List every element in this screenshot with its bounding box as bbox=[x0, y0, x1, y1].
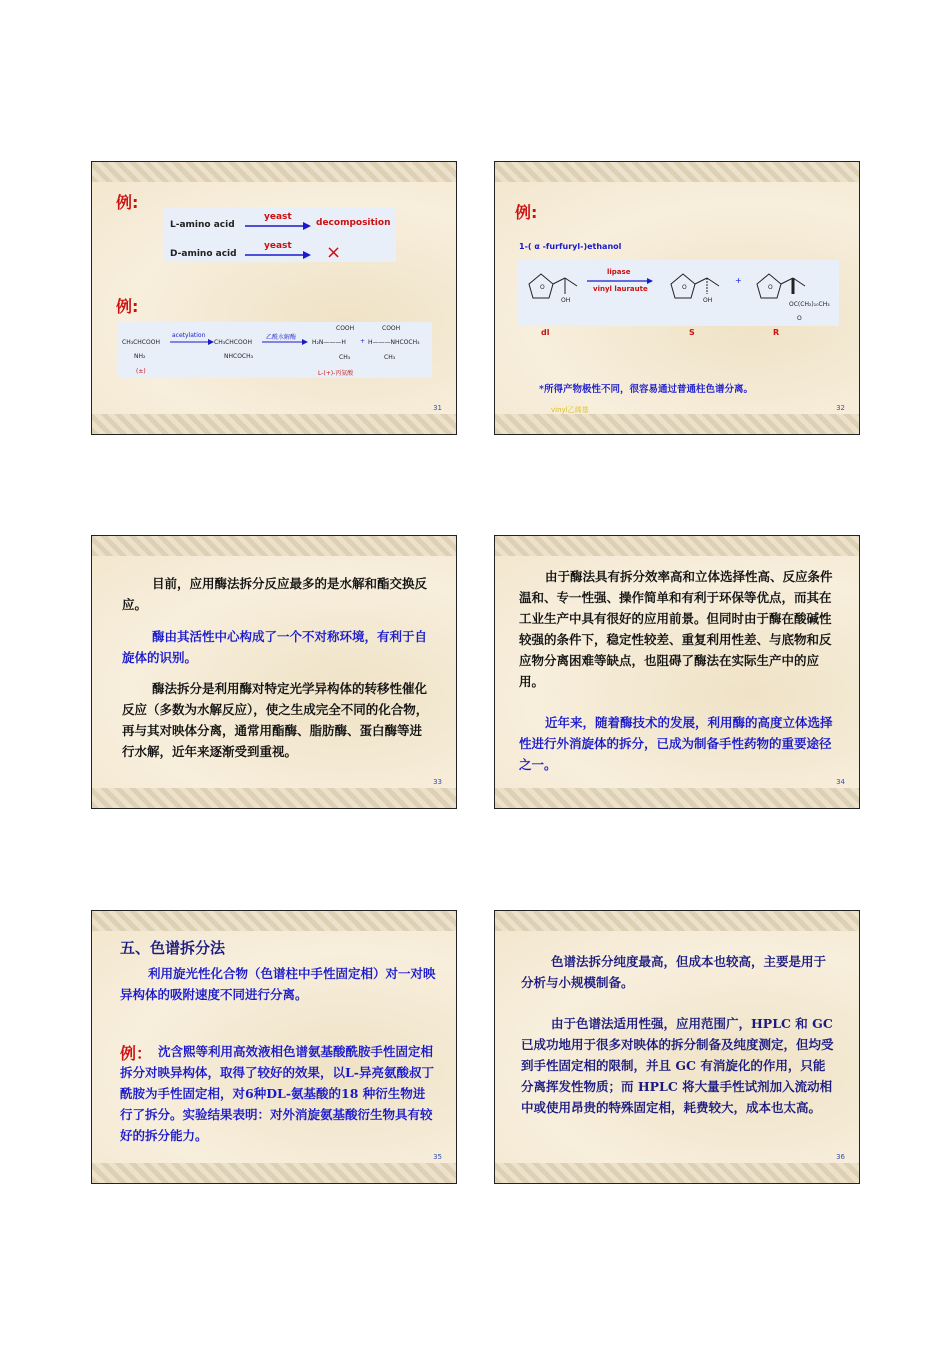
arrow-acetylation bbox=[170, 338, 214, 346]
furan-ring-icon-1 bbox=[523, 266, 583, 310]
arrow-1 bbox=[245, 221, 311, 231]
acetyl-alanine-formula: CH₃CHCOOH bbox=[214, 339, 252, 346]
slide-31 bbox=[91, 161, 457, 435]
product2-bottom: CH₃ bbox=[384, 354, 396, 361]
page-number: 31 bbox=[433, 404, 442, 412]
product-name-label: L-(+)-丙氨酸 bbox=[318, 370, 354, 377]
alanine-amine: NH₂ bbox=[134, 353, 146, 360]
slide-border-top bbox=[495, 536, 859, 556]
yeast-label-2: yeast bbox=[264, 241, 292, 251]
page-number: 34 bbox=[836, 778, 845, 786]
product2-main: H———NHCOCH₃ bbox=[368, 339, 420, 346]
paragraph-1: 利用旋光性化合物（色谱柱中手性固定相）对一对映异构体的吸附速度不同进行分离。 bbox=[120, 966, 436, 1002]
hydroxyl-label-1: OH bbox=[561, 297, 571, 304]
slide-border-top bbox=[495, 911, 859, 931]
slide-border-bottom bbox=[495, 1163, 859, 1183]
slide-border-bottom bbox=[495, 414, 859, 434]
page-number: 32 bbox=[836, 404, 845, 412]
paragraph-1: 目前，应用酶法拆分反应最多的是水解和酯交换反应。 bbox=[122, 576, 428, 612]
yeast-label-1: yeast bbox=[264, 212, 292, 222]
alanine-formula: CH₃CHCOOH bbox=[122, 339, 160, 346]
paragraph-2: 酶由其活性中心构成了一个不对称环境，有利于自旋体的识别。 bbox=[122, 629, 428, 665]
slide-border-top bbox=[495, 162, 859, 182]
paragraph-2: 由于色谱法适用性强，应用范围广，HPLC 和 GC 已成功地用于很多对映体的拆分制备及纯度测定，但均受到手性固定相的限制，并且 GC 有消旋化的作用，只能分离挥发性物质；而 HPLC 将大量手性试剂加入流动相中或使用昂贵的特殊固定相，耗费较大，成本也太高。 bbox=[521, 1016, 834, 1115]
furan-ring-icon-2 bbox=[665, 266, 725, 310]
slide-border-bottom bbox=[92, 788, 456, 808]
arrow-lipase bbox=[587, 277, 653, 285]
slide-34 bbox=[494, 535, 860, 809]
paragraph-1: 由于酶法具有拆分效率高和立体选择性高、反应条件温和、专一性强、操作简单和有利于环保等优点，而其在工业生产中具有很好的应用前景。但同时由于酶在酸碱性较强的条件下，稳定性较差、重复利用性差、与底物和反应物分离困难等缺点，也阻碍了酶法在实际生产中的应用。 bbox=[519, 569, 833, 689]
example-label: 例： bbox=[120, 1044, 153, 1063]
separation-note: *所得产物极性不同，很容易通过普通柱色谱分离。 bbox=[539, 384, 753, 395]
product2-top: COOH bbox=[382, 325, 401, 332]
product1-top: COOH bbox=[336, 325, 355, 332]
slide-border-top bbox=[92, 536, 456, 556]
d-amino-label: D-amino acid bbox=[170, 249, 237, 259]
paragraph-2: 沈含熙等利用高效液相色谱氨基酸酰胺手性固定相拆分对映异构体，取得了较好的效果，以L-异亮氨酸叔丁酰胺为手性固定相，对6种DL-氨基酸的18 种衍生物进行了拆分。实验结果表明：对外消旋氨基酸衍生物具有较好的拆分能力。 bbox=[120, 1044, 434, 1143]
page-number: 33 bbox=[433, 778, 442, 786]
furan-oxygen-3: O bbox=[768, 284, 773, 291]
plus-sign: + bbox=[735, 276, 742, 285]
paragraph-1: 色谱法拆分纯度最高，但成本也较高，主要是用于分析与小规模制备。 bbox=[521, 954, 827, 990]
furan-oxygen-1: O bbox=[540, 284, 545, 291]
example-label: 例: bbox=[116, 193, 139, 212]
slide-32 bbox=[494, 161, 860, 435]
racemic-label: (±) bbox=[136, 368, 146, 375]
product1-bottom: CH₃ bbox=[339, 354, 351, 361]
paragraph-3: 酶法拆分是利用酶对特定光学异构体的转移性催化反应（多数为水解反应），使之生成完全不同的化合物，再与其对映体分离，通常用酯酶、脂肪酶、蛋白酶等进行水解，近年来逐渐受到重视。 bbox=[122, 681, 429, 759]
acetylation-label: acetylation bbox=[172, 332, 206, 339]
section-heading: 五、色谱拆分法 bbox=[120, 939, 226, 957]
dl-label: dl bbox=[541, 328, 550, 337]
slide-35 bbox=[91, 910, 457, 1184]
slide-36 bbox=[494, 910, 860, 1184]
acetyl-alanine-sub: NHCOCH₃ bbox=[224, 353, 254, 360]
slide-border-top bbox=[92, 911, 456, 931]
r-label: R bbox=[773, 328, 780, 337]
slide-33 bbox=[91, 535, 457, 809]
slide-border-bottom bbox=[495, 788, 859, 808]
hydroxyl-label-2: OH bbox=[703, 297, 713, 304]
plus-sign: + bbox=[360, 338, 366, 345]
l-amino-label: L-amino acid bbox=[170, 220, 235, 230]
decomposition-label: decomposition bbox=[316, 218, 391, 228]
slide-border-bottom bbox=[92, 1163, 456, 1183]
cross-mark-icon: × bbox=[326, 242, 342, 263]
arrow-2 bbox=[245, 250, 311, 260]
page-number: 35 bbox=[433, 1153, 442, 1161]
vinyl-laurate-label: vinyl lauraute bbox=[593, 285, 648, 293]
slide-border-bottom bbox=[92, 414, 456, 434]
enzyme-label: 乙酰水解酶 bbox=[266, 334, 297, 341]
compound-name: 1-( α -furfuryl-)ethanol bbox=[519, 242, 622, 251]
arrow-hydrolysis bbox=[262, 338, 308, 346]
lipase-label: lipase bbox=[607, 268, 631, 276]
product1-main: H₂N———H bbox=[312, 339, 346, 346]
paragraph-2: 近年来，随着酶技术的发展，利用酶的高度立体选择性进行外消旋体的拆分，已成为制备手性药物的重要途径之一。 bbox=[519, 715, 833, 772]
vinyl-note: vinyl乙烯基 bbox=[551, 406, 589, 414]
example-label: 例: bbox=[515, 203, 538, 222]
furan-oxygen-2: O bbox=[682, 284, 687, 291]
ester-group-label: OC(CH₂)₁₀CH₃ bbox=[789, 301, 830, 308]
s-label: S bbox=[689, 328, 695, 337]
ester-carbonyl-oxygen: O bbox=[797, 315, 802, 322]
page-number: 36 bbox=[836, 1153, 845, 1161]
slide-border-top bbox=[92, 162, 456, 182]
example-label-2: 例: bbox=[116, 297, 139, 316]
